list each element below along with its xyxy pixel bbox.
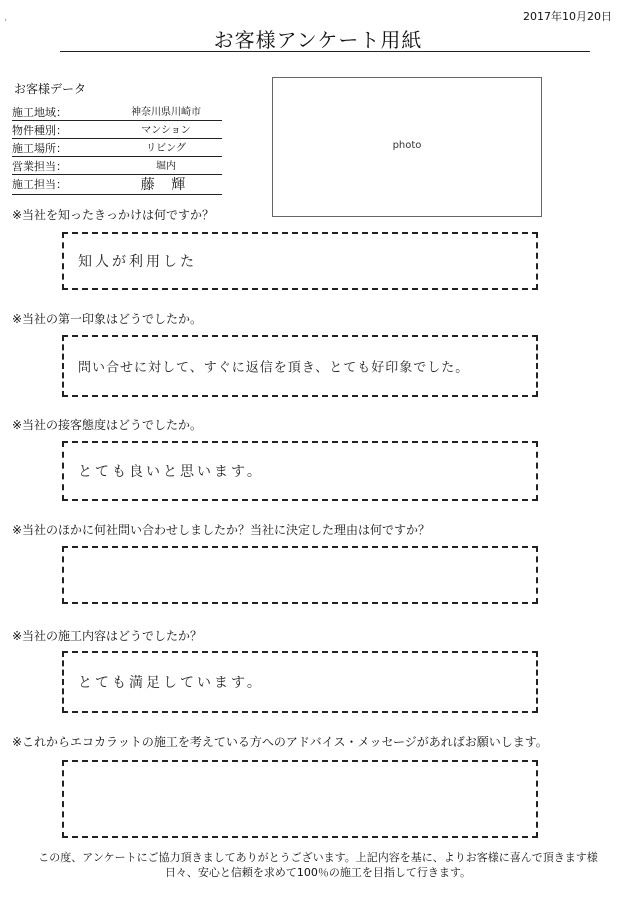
- divider: [12, 138, 222, 139]
- info-value: マンション: [141, 125, 191, 136]
- answer-box-3: [62, 441, 538, 501]
- photo-placeholder: [272, 77, 542, 217]
- info-row-installer: [12, 177, 222, 195]
- customer-data-heading: お客様データ: [14, 82, 87, 96]
- answer-box-1: [62, 232, 538, 290]
- question-6: ※これからエコカラットの施工を考えている方へのアドバイス・メッセージがあればお願いします。: [12, 735, 548, 749]
- info-row-sales-rep: [12, 159, 222, 175]
- installer-signature: 藤 輝: [140, 177, 192, 193]
- divider: [12, 120, 222, 121]
- info-label: 施工地域：: [12, 106, 67, 119]
- answer-2: 問い合せに対して、すぐに返信を頂き、とても好印象でした。: [78, 360, 470, 376]
- photo-label: photo: [392, 140, 422, 151]
- question-3: ※当社の接客態度はどうでしたか。: [12, 418, 203, 432]
- info-value: 堀内: [156, 161, 176, 172]
- info-value: リビング: [146, 143, 186, 154]
- question-5: ※当社の施工内容はどうでしたか？: [12, 629, 203, 643]
- scan-mark: ʼ: [4, 18, 8, 29]
- info-value: 神奈川県川崎市: [131, 107, 201, 118]
- answer-box-5: [62, 651, 538, 713]
- footer-line-1: この度、アンケートにご協力頂きましてありがとうございます。上記内容を基に、よりお客様に喜んで頂きます様: [38, 851, 598, 864]
- info-row-location: [12, 141, 222, 157]
- answer-1: 知人が利用した: [78, 254, 197, 270]
- info-row-property-type: [12, 123, 222, 139]
- title-underline: [60, 51, 590, 52]
- survey-date: 2017年10月20日: [523, 10, 612, 23]
- answer-5: とても満足しています。: [78, 675, 264, 691]
- answer-box-2: [62, 335, 538, 397]
- answer-3: とても良いと思います。: [78, 464, 264, 480]
- info-label: 営業担当：: [12, 160, 67, 173]
- question-2: ※当社の第一印象はどうでしたか。: [12, 312, 203, 326]
- info-label: 施工場所：: [12, 142, 67, 155]
- page-title: お客様アンケート用紙: [213, 28, 423, 52]
- question-1: ※当社を知ったきっかけは何ですか？: [12, 208, 215, 222]
- info-row-area: [12, 105, 222, 121]
- info-label: 施工担当：: [12, 178, 67, 191]
- divider: [12, 174, 222, 175]
- answer-box-4: [62, 546, 538, 604]
- divider: [12, 156, 222, 157]
- info-label: 物件種別：: [12, 124, 67, 137]
- question-4: ※当社のほかに何社問い合わせしましたか？当社に決定した理由は何ですか？: [12, 523, 431, 537]
- footer-line-2: 日々、安心と信頼を求めて100％の施工を目指して行きます。: [164, 866, 472, 879]
- divider: [12, 194, 222, 195]
- answer-box-6: [62, 760, 538, 838]
